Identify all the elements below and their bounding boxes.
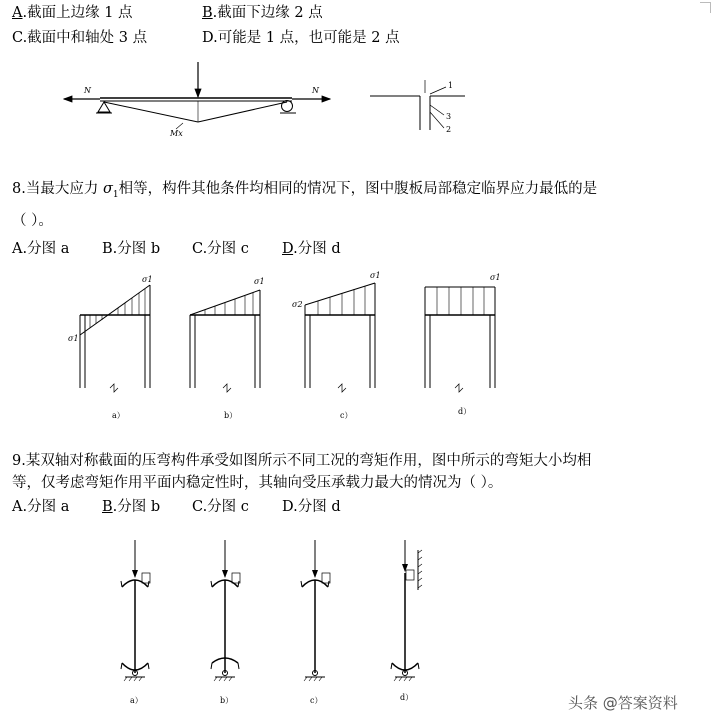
q8-d-sigma1: σ1 bbox=[490, 273, 501, 282]
q8-b-sigma1: σ1 bbox=[254, 277, 265, 286]
q7-point-1: 1 bbox=[448, 81, 454, 90]
q7-beam-figure bbox=[0, 60, 340, 145]
q8-c-sigma1: σ1 bbox=[370, 271, 381, 280]
q7-point-2: 2 bbox=[446, 125, 452, 134]
q8-figure-d bbox=[425, 273, 501, 416]
q9-option-a: A.分图 a bbox=[12, 499, 70, 515]
q9-caption-c: c） bbox=[310, 696, 323, 705]
q9-stem-line1: 9.某双轴对称截面的压弯构件承受如图所示不同工况的弯矩作用，图中所示的弯矩大小均相 bbox=[12, 453, 592, 469]
q7-point-3: 3 bbox=[446, 112, 452, 121]
q8-caption-c: c） bbox=[340, 411, 353, 420]
q9-option-b: B.分图 b bbox=[102, 499, 161, 515]
q9-figure-d bbox=[391, 540, 422, 702]
q7-label-mx: Mx bbox=[170, 129, 183, 138]
q8-stem-line1: 8.当最大应力 $\sigma_1$相等，构件其他条件均相同的情况下，图中腹板局部稳定临界应力最低的是 bbox=[12, 181, 598, 200]
q8-caption-a: a） bbox=[112, 411, 125, 420]
q8-figure-b bbox=[190, 277, 265, 420]
q8-caption-d: d） bbox=[458, 407, 472, 416]
q8-c-sigma2: σ2 bbox=[292, 300, 303, 309]
q8-a-sigma1-left: σ1 bbox=[68, 334, 79, 343]
q8-option-b: B.分图 b bbox=[102, 241, 161, 257]
q9-figure-b bbox=[211, 540, 240, 705]
q9-caption-a: a） bbox=[130, 696, 143, 705]
q7-section-figure bbox=[360, 75, 470, 140]
q8-stem-line2: （ ）。 bbox=[12, 213, 53, 229]
q9-option-d: D.分图 d bbox=[282, 499, 341, 515]
q8-option-c: C.分图 c bbox=[192, 241, 249, 257]
q9-figures bbox=[100, 535, 440, 710]
q9-stem-line2: 等，仅考虑弯矩作用平面内稳定性时，其轴向受压承载力最大的情况为（ ）。 bbox=[12, 475, 503, 491]
q8-option-d: D.分图 d bbox=[282, 241, 341, 257]
q8-figure-c bbox=[292, 271, 381, 420]
watermark: 头条 @答案资料 bbox=[568, 694, 678, 712]
q9-caption-b: b） bbox=[220, 696, 234, 705]
q7-option-b: B.截面下边缘 2 点 bbox=[202, 5, 323, 21]
q7-label-n-right: N bbox=[312, 86, 319, 95]
q8-a-sigma1-top: σ1 bbox=[142, 275, 153, 284]
q8-option-a: A.分图 a bbox=[12, 241, 70, 257]
q7-option-c: C.截面中和轴处 3 点 bbox=[12, 30, 148, 46]
page-corner-mark bbox=[700, 2, 711, 13]
q9-option-c: C.分图 c bbox=[192, 499, 249, 515]
q8-figure-a bbox=[68, 275, 153, 420]
q9-figure-a bbox=[121, 540, 150, 705]
q8-figures bbox=[60, 270, 520, 425]
q8-caption-b: b） bbox=[224, 411, 238, 420]
q7-label-n-left: N bbox=[84, 86, 91, 95]
q7-option-a: A.截面上边缘 1 点 bbox=[12, 5, 133, 21]
q9-figure-c bbox=[301, 540, 330, 705]
q9-caption-d: d） bbox=[400, 693, 414, 702]
q7-option-d: D.可能是 1 点，也可能是 2 点 bbox=[202, 30, 400, 46]
